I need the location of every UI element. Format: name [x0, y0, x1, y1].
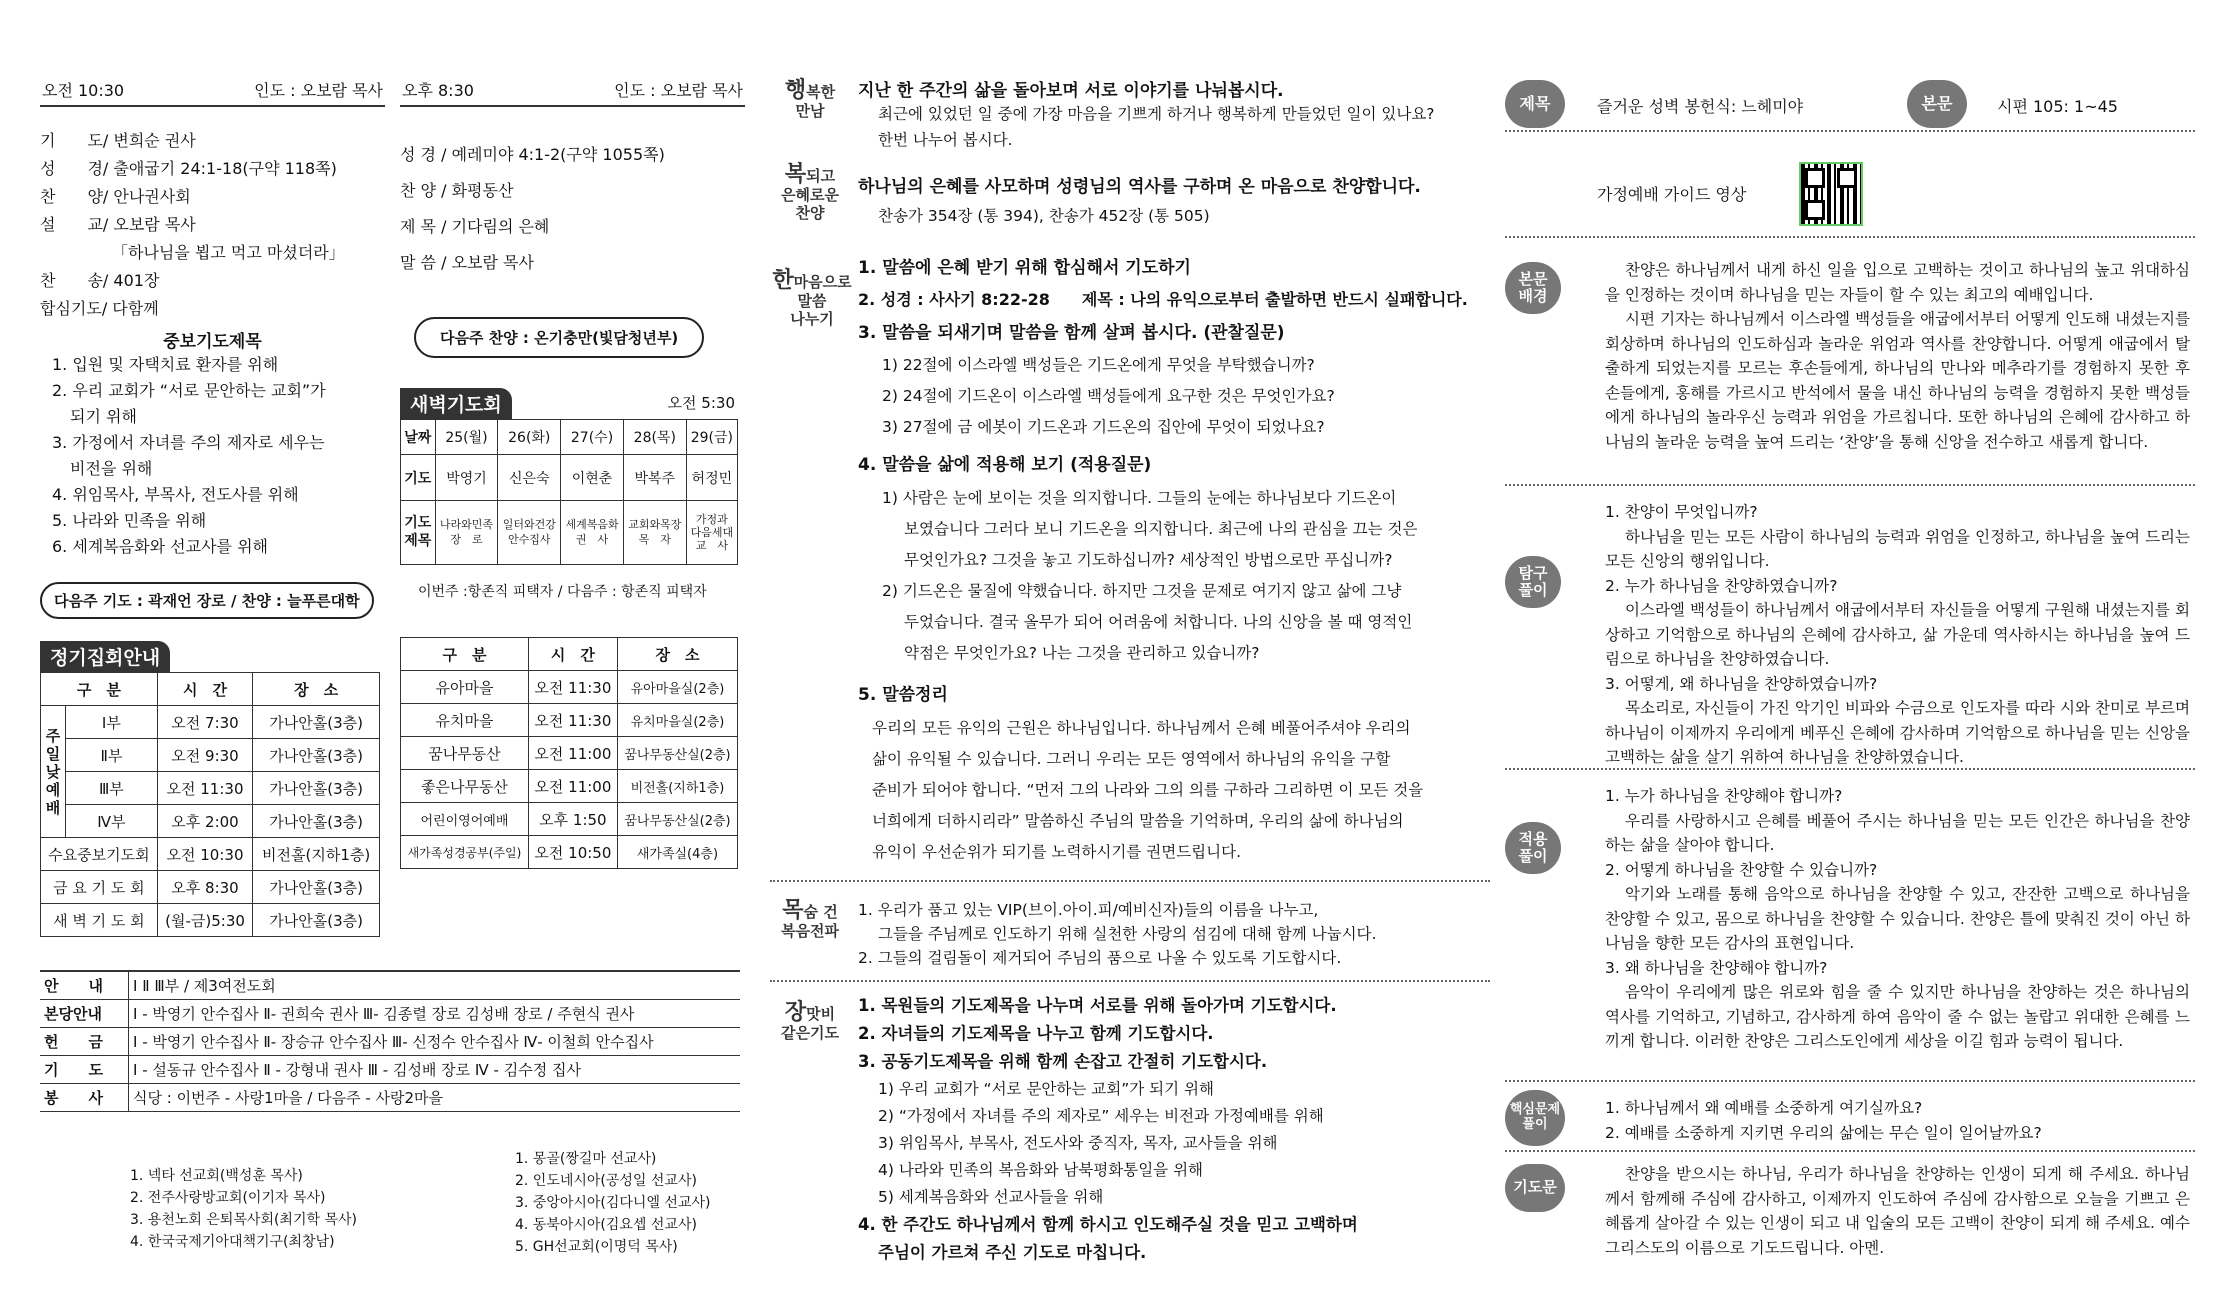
section-prayer: 1. 목원들의 기도제목을 나누며 서로를 위해 돌아가며 기도합시다. 2. 자녀들의 기도제목을 나누고 함께 기도합시다. 3. 공동기도제목을 위해 함께 손잡고 간절히 기도합시다. 1) 우리 교회가 “서로 문안하는 교회”가 되기 위해 2) “가정에서 자녀를 주의 제자로” 세우는 비전과 가정예배를 위해 3) 위임목사, 부목사, 전도사와 중직자, 목자, 교사들을 위해 4) 나라와 민족의 복음화와 남북평화통일을 위해 5) 세계복음화와 선교사들을 위해 4. 한 주간도 하나님께서 함께 하시고 인도해주실 것을 믿고 고백하며 주님이 가르쳐 주신 기도로 마칩니다.: [858, 996, 1358, 1262]
prayer-title: 중보기도제목: [163, 332, 262, 352]
table-row: Ⅱ부 오전 9:30 가나안홀(3층): [41, 739, 380, 772]
sunday-label: 주일낮예배: [41, 706, 66, 838]
next-prayer-pill: 다음주 기도 : 곽재언 장로 / 찬양 : 늘푸른대학: [40, 582, 374, 619]
prayer-item: 1. 입원 및 자택치료 환자를 위해: [52, 355, 279, 374]
table-row: 새 벽 기 도 회 (월-금)5:30 가나안홀(3층): [41, 904, 380, 937]
table-row: 좋은나무동산 오전 11:00 비전홀(지하1층): [401, 770, 738, 803]
title-label-badge: 제목: [1505, 80, 1565, 128]
prayer-item: 비전을 위해: [70, 459, 153, 478]
service-row: 설 교/ 오보람 목사: [40, 215, 196, 234]
meeting-title: 정기집회안내: [40, 641, 170, 672]
service-leader: 인도 : 오보람 목사: [254, 81, 383, 100]
prayer-item: 6. 세계복음화와 선교사를 위해: [52, 537, 268, 556]
service-row: 기 도/ 변희순 권사: [40, 131, 196, 150]
section-word: 1. 말씀에 은혜 받기 위해 합심해서 기도하기 2. 성경 : 사사기 8:22-28 제목 : 나의 유익으로부터 출발하면 반드시 실패합니다. 3. 말씀을 되새기며 말씀을 함께 살펴 봅시다. (관찰질문) 1) 22절에 이스라엘 백성들은 기드온에게 무엇을 부탁했습니까? 2) 24절에 기드온이 이스라엘 백성들에게 요구한 것은 무엇인가요? 3) 27절에 금 에봇이 기드온과 기드온의 집안에 무엇이 되었나요? 4. 말씀을 삶에 적용해 보기 (적용질문) 1) 사람은 눈에 보이는 것을 의지합니다. 그들의 눈에는 하나님보다 기드온이 보였습니다 그러다 보니 기드온을 의지합니다. 최근에 나의 관심을 끄는 것은 무엇인가요? 그것을 놓고 기도하십니까? 세상적인 방법으로만 푸십니까? 2) 기드온은 물질에 약했습니다. 하지만 그것을 문제로 여기지 않고 삶에 그냥 두었습니다. 결국 올무가 되어 어려움에 처합니다. 나의 신앙을 볼 때 영적인 약점은 무엇인가요? 나는 그것을 관리하고 있습니까? 5. 말씀정리 우리의 모든 유익의 근원은 하나님입니다. 하나님께서 은혜 베풀어주셔야 우리의 삶이 유익될 수 있습니다. 그러니 우리는 모든 영역에서 하나님의 유익을 구할 준비가 되어야 합니다. “먼저 그의 나라와 그의 의를 구하라 그리하면 이 모든 것을 너희에게 더하시리라” 말씀하신 주님의 말씀을 기억하며, 우리의 삶에 하나님의 유익이 우선순위가 되기를 노력하시기를 권면드립니다.: [858, 258, 1468, 861]
divider: [1505, 1150, 2195, 1152]
prayer-item: 5. 나라와 민족을 위해: [52, 511, 207, 530]
explore-label-badge: 탐구 풀이: [1505, 556, 1561, 608]
mission-item: 3. 용천노회 은퇴목사회(최기학 목사): [130, 1212, 357, 1228]
column-family-worship: [1505, 0, 2195, 1306]
mission-item: 3. 중앙아시아(김다니엘 선교사): [515, 1195, 711, 1211]
prayer-list: [40, 352, 385, 560]
prayer-item: 4. 위임목사, 부목사, 전도사를 위해: [52, 485, 299, 504]
table-row: 주일낮예배 Ⅰ부 오전 7:30 가나안홀(3층): [41, 706, 380, 739]
next-praise-pill: 다음주 찬양 : 온기충만(빛담청년부): [414, 317, 704, 358]
divider: [770, 880, 1490, 882]
prayer-text: 찬양을 받으시는 하나님, 우리가 하나님을 찬양하는 인생이 되게 해 주세요. 하나님께서 함께해 주심에 감사하고, 이제까지 인도하여 주심에 감사함으로 오늘을 기쁘고 은혜롭게 살아갈 수 있는 인생이 되고 내 입술의 모든 고백이 찬양이 되게 해 주세요. 예수 그리스도의 이름으로 기도드립니다. 아멘.: [1605, 1165, 2190, 1257]
service-row: 찬 양 / 화평동산: [400, 181, 514, 200]
dawn-section: [400, 388, 745, 601]
service-order: [40, 127, 385, 323]
background-text: 찬양은 하나님께서 내게 하신 일을 입으로 고백하는 것이고 하나님의 높고 위대하심을 인정하는 것이며 하나님을 믿는 자들이 할 수 있는 최고의 예배입니다. 시편 기자는 하나님께서 이스라엘 백성들을 애굽에서부터 어떻게 인도해 내셨는지를 회상하며 하나님의 인도하심과 놀라운 위엄과 역사를 찬양합니다. 어떻게 애굽에서 탈출하게 되었는지를 모르는 후손들에게, 하나님의 만나와 메추라기를 경험하지 못한 후손들에게, 홍해를 가르시고 반석에서 물을 내신 하나님의 능력을 경험하지 못한 백성들에게 하나님의 놀라우신 능력과 위엄을 가르칩니다. 또한 하나님의 은혜에 감사하고 하나님의 놀라운 능력을 높여 드리는 ‘찬양’을 통해 신앙을 전수하고 새롭게 합니다.: [1605, 261, 2190, 451]
worship-text: 시편 105: 1~45: [1997, 97, 2118, 116]
worship-title: 즐거운 성벽 봉헌식: 느헤미야: [1597, 97, 1804, 116]
service-header: [40, 78, 385, 107]
service-row: 합심기도/ 다함께: [40, 299, 159, 318]
service-order: [400, 137, 745, 281]
next-praise-pill-wrap: [400, 317, 745, 358]
table-row: 꿈나무동산 오전 11:00 꿈나무동산실(2층): [401, 737, 738, 770]
table-header: 구 분 시 간 장 소: [41, 673, 380, 706]
explore-text: 1. 찬양이 무엇입니까? 하나님을 믿는 모든 사람이 하나님의 능력과 위엄을 인정하고, 하나님을 높여 드리는 모든 신앙의 행위입니다. 2. 누가 하나님을 찬양하였습니까? 이스라엘 백성들이 하나님께서 애굽에서부터 자신들을 어떻게 구원해 내셨는지를 회상하고 기억함으로 하나님의 은혜에 감사하고, 삶 가운데 역사하시는 하나님을 높여 드림으로 하나님을 찬양하였습니다. 3. 어떻게, 왜 하나님을 찬양하였습니까? 목소리로, 자신들이 가진 악기인 비파와 수금으로 인도자를 따라 시와 찬미로 부르며 하나님이 이제까지 우리에게 베푸신 은혜에 감사하며 기억함으로 하나님을 믿는 신앙을 고백하는 삶을 살기 위하여 하나님을 찬양하였습니다.: [1605, 503, 2190, 766]
service-time: 오전 10:30: [42, 81, 125, 100]
background-label-badge: 본문 배경: [1505, 262, 1561, 314]
text-label-badge: 본문: [1907, 80, 1967, 128]
service-row: 말 씀 / 오보람 목사: [400, 253, 534, 272]
mission-item: 2. 인도네시아(공성일 선교사): [515, 1173, 697, 1189]
dawn-table: [400, 419, 738, 565]
dawn-title: 새벽기도회: [400, 388, 512, 419]
table-row: Ⅳ부 오후 2:00 가나안홀(3층): [41, 805, 380, 838]
divider: [1505, 768, 2195, 770]
missions-list-a: [130, 1165, 357, 1253]
table-row: 헌 금 Ⅰ - 박영기 안수집사 Ⅱ- 장승규 안수집사 Ⅲ- 신정수 안수집사 Ⅳ- 이철희 안수집사: [40, 1028, 740, 1056]
dawn-next: 이번주 :항존직 피택자 / 다음주 : 항존직 피택자: [418, 584, 707, 600]
section-gospel: 1. 우리가 품고 있는 VIP(브이.아이.피/예비신자)들의 이름을 나누고, 그들을 주님께로 인도하기 위해 실천한 사랑의 섬김에 대해 함께 나눕시다. 2. 그들의 걸림돌이 제거되어 주님의 품으로 나올 수 있도록 기도합시다.: [858, 901, 1377, 967]
table-header: 날짜 25(월) 26(화) 27(수) 28(목) 29(금): [401, 420, 738, 455]
service-row: 찬 송/ 401장: [40, 271, 160, 290]
dawn-time: 오전 5:30: [667, 394, 735, 412]
table-row: 어린이영어예배 오후 1:50 꿈나무동산실(2층): [401, 803, 738, 836]
prayer-label-badge: 기도문: [1505, 1164, 1565, 1212]
mission-item: 1. 몽골(짱길마 선교사): [515, 1151, 657, 1167]
qr-code-icon[interactable]: [1799, 162, 1863, 226]
table-row: 수요중보기도회 오전 10:30 비전홀(지하1층): [41, 838, 380, 871]
service-row: 성 경 / 예레미야 4:1-2(구약 1055쪽): [400, 145, 665, 164]
mission-item: 4. 동북아시아(김요셉 선교사): [515, 1217, 697, 1233]
service-row: 제 목 / 기다림의 은혜: [400, 217, 550, 236]
meeting-section: [40, 641, 385, 937]
apply-text: 1. 누가 하나님을 찬양해야 합니까? 우리를 사랑하시고 은혜를 베풀어 주시는 하나님을 믿는 모든 인간은 하나님을 찬양하는 삶을 살아야 합니다. 2. 어떻게 하나님을 찬양할 수 있습니까? 악기와 노래를 통해 음악으로 하나님을 찬양할 수 있고, 잔잔한 고백으로 하나님을 찬양할 수 있고, 몸으로 하나님을 찬양할 수 있습니다. 찬양은 틀에 맞춰진 것이 아닌 하나님을 향한 모든 감사의 표현입니다. 3. 왜 하나님을 찬양해야 합니까? 음악이 우리에게 많은 위로와 힘을 줄 수 있지만 하나님을 찬양하는 것은 하나님의 역사를 기억하고, 기념하고, 감사하게 하여 음악이 줄 수 없는 놀랍고 위대한 은혜를 느끼게 합니다. 이러한 찬양은 그리스도인에게 세상을 이길 힘과 능력이 됩니다.: [1605, 787, 2190, 1050]
header-row: [1505, 78, 2195, 132]
prayer-item: 2. 우리 교회가 “서로 문안하는 교회”가: [52, 381, 326, 400]
next-prayer-pill-wrap: [40, 582, 385, 619]
table-row: 안 내 Ⅰ Ⅱ Ⅲ부 / 제3여전도회: [40, 971, 740, 1000]
section-happy-meeting: 지난 한 주간의 삶을 돌아보며 서로 이야기를 나눠봅시다. 최근에 있었던 일 중에 가장 마음을 기쁘게 하거나 행복하게 만들었던 일이 있나요? 한번 나누어 봅시다.: [858, 81, 1435, 149]
prayer-item: 3. 가정에서 자녀를 주의 제자로 세우는: [52, 433, 325, 452]
divider: [1505, 130, 2195, 132]
table-row: 기 도 Ⅰ - 설동규 안수집사 Ⅱ - 강형내 권사 Ⅲ - 김성배 장로 Ⅳ - 김수정 집사: [40, 1056, 740, 1084]
label-word-sharing: 한마음으로 말씀 나누기: [772, 268, 852, 328]
label-happy-meeting: 행복한 만남: [784, 78, 836, 121]
service-header: [400, 78, 745, 107]
table-row: 기도 박영기 신은숙 이현춘 박복주 허정민: [401, 455, 738, 501]
mission-item: 2. 전주사랑방교회(이기자 목사): [130, 1190, 326, 1206]
divider: [770, 980, 1490, 982]
mission-item: 1. 넥타 선교회(백성훈 목사): [130, 1168, 303, 1184]
table-row: 기도 제목 나라와민족 장 로 일터와건강 안수집사 세계복음화 권 사 교회와목장 목 자 가정과 다음세대 교 사: [401, 501, 738, 565]
table-row: 본당안내 Ⅰ - 박영기 안수집사 Ⅱ- 권희숙 권사 Ⅲ- 김종렬 장로 김성배 장로 / 주현식 권사: [40, 1000, 740, 1028]
table-row: Ⅲ부 오전 11:30 가나안홀(3층): [41, 772, 380, 805]
core-label-badge: 핵심문제 풀이: [1505, 1090, 1565, 1146]
service-leader: 인도 : 오보람 목사: [614, 81, 743, 100]
column-small-group: [770, 0, 1490, 1306]
table-row: 새가족성경공부(주일) 오전 10:50 새가족실(4층): [401, 836, 738, 869]
divider: [1505, 236, 2195, 238]
meeting-table: [40, 672, 380, 937]
apply-label-badge: 적용 풀이: [1505, 822, 1561, 874]
guide-video-label: 가정예배 가이드 영상: [1597, 185, 1747, 204]
table-row: 금 요 기 도 회 오후 8:30 가나안홀(3층): [41, 871, 380, 904]
core-questions: 1. 하나님께서 왜 예배를 소중하게 여기실까요? 2. 예배를 소중하게 지키면 우리의 삶에는 무슨 일이 일어날까요?: [1605, 1099, 2042, 1142]
label-blessed-praise: 복되고 은혜로운 찬양: [781, 162, 839, 222]
dept-meeting-table: [400, 637, 738, 869]
table-row: 유아마을 오전 11:30 유아마을실(2층): [401, 671, 738, 704]
table-row: 봉 사 식당 : 이번주 - 사랑1마을 / 다음주 - 사랑2마을: [40, 1084, 740, 1112]
section-praise: 하나님의 은혜를 사모하며 성령님의 역사를 구하며 온 마음으로 찬양합니다. 찬송가 354장 (통 394), 찬송가 452장 (통 505): [858, 177, 1421, 225]
mission-item: 4. 한국국제기아대책기구(최창남): [130, 1234, 335, 1250]
column-evening-service: [400, 0, 745, 1306]
mission-item: 5. GH선교회(이명덕 목사): [515, 1239, 678, 1255]
label-gospel: 목숨 건 복음전파: [781, 898, 839, 941]
divider: [1505, 1080, 2195, 1082]
service-time: 오후 8:30: [402, 81, 474, 100]
service-row: 성 경/ 출애굽기 24:1-18(구약 118쪽): [40, 159, 337, 178]
label-prayer: 장맛비 같은기도: [781, 1000, 839, 1043]
divider: [1505, 484, 2195, 486]
prayer-item: 되기 위해: [70, 407, 137, 426]
table-row: 유치마을 오전 11:30 유치마을실(2층): [401, 704, 738, 737]
table-header: 구 분 시 간 장 소: [401, 638, 738, 671]
service-row: 찬 양/ 안나권사회: [40, 187, 191, 206]
sermon-title: 「하나님을 뵙고 먹고 마셨더라」: [112, 243, 345, 262]
dept-meeting-section: [400, 637, 745, 869]
